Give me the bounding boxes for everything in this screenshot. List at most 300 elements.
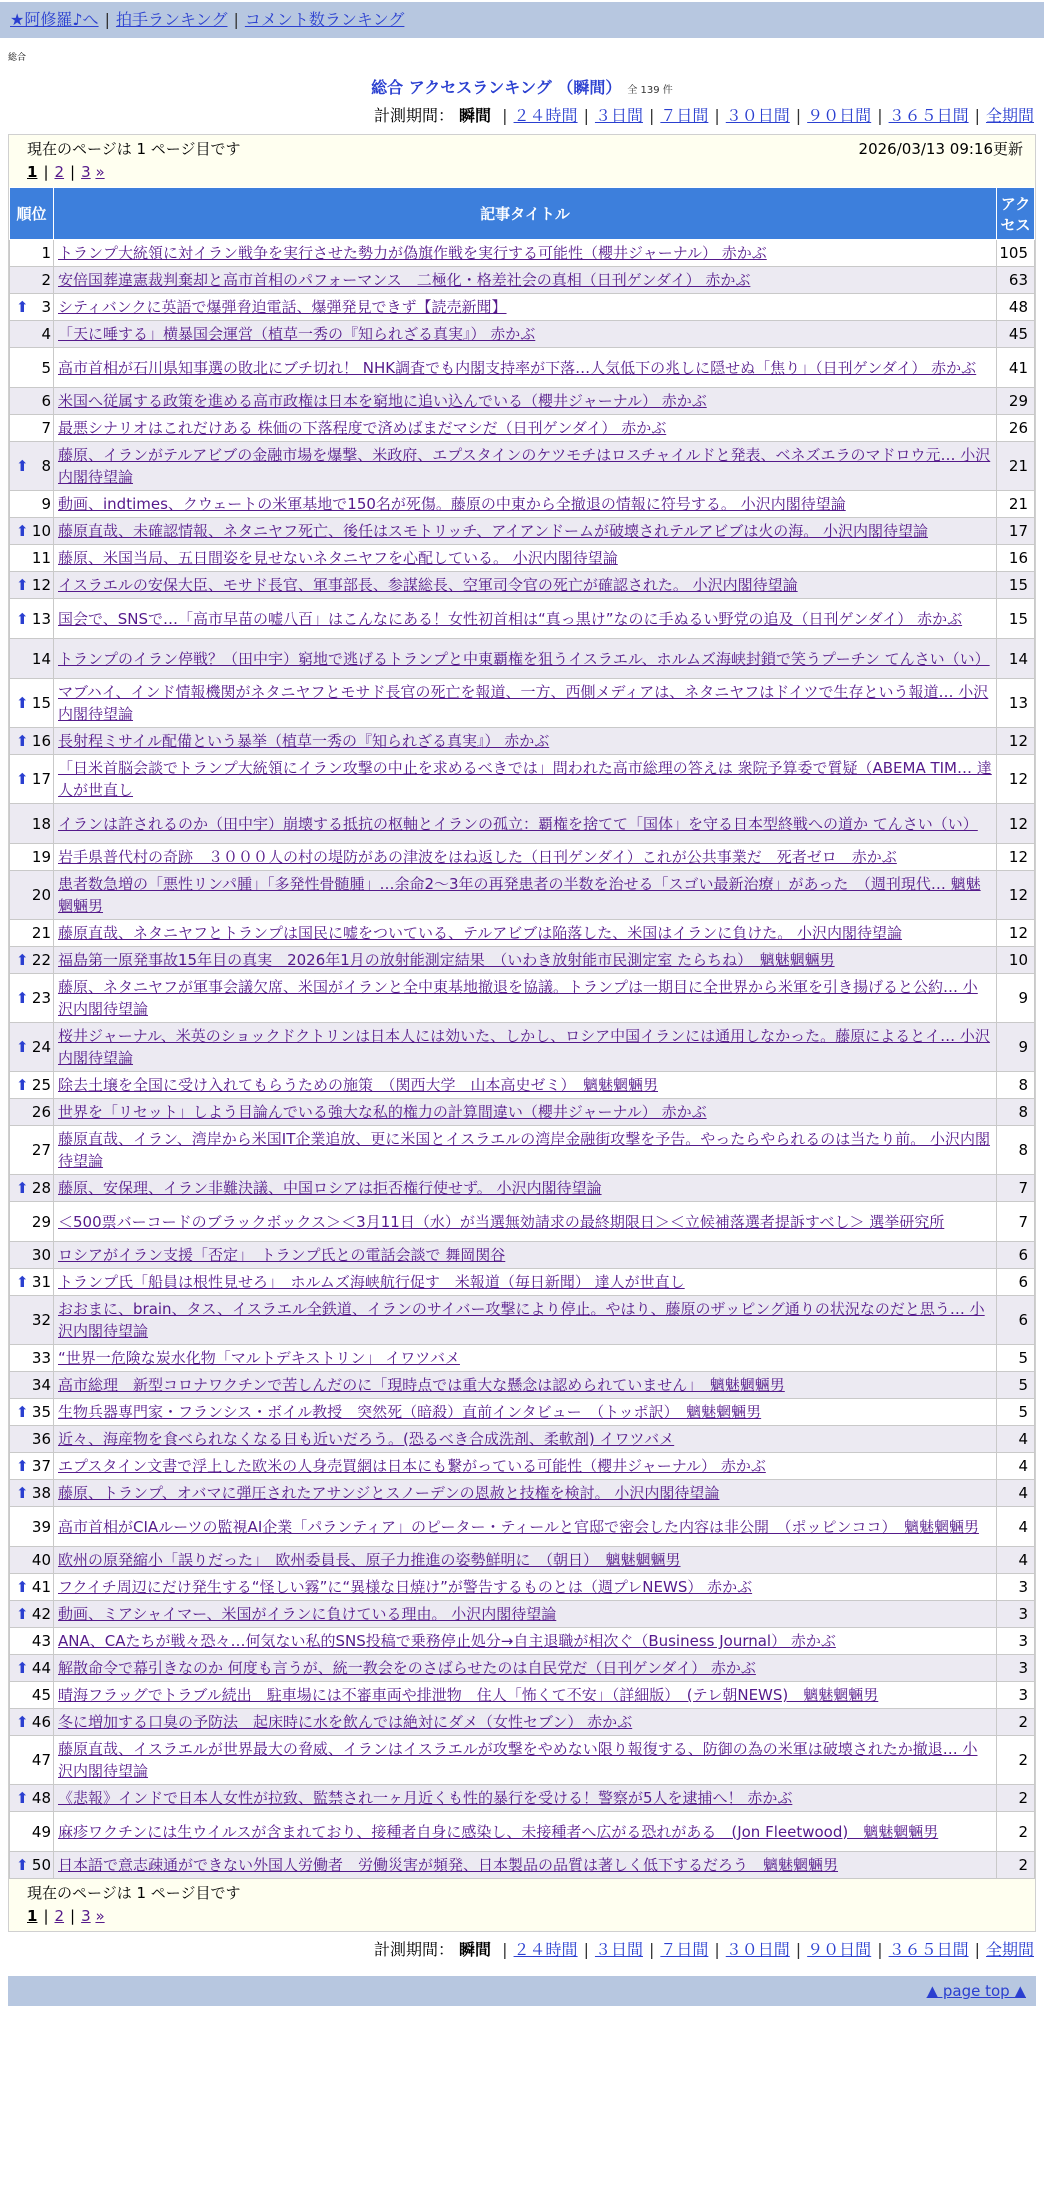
rank-number: 41: [31, 1578, 51, 1596]
article-link[interactable]: 長射程ミサイル配備という暴挙（植草一秀の『知られざる真実』） 赤かぶ: [58, 732, 550, 750]
article-link[interactable]: 生物兵器専門家・フランシス・ボイル教授 突然死（暗殺）直前インタビュー （トッポ訳） 魑魅魍魎男: [58, 1403, 762, 1421]
period-link[interactable]: ３日間: [594, 106, 643, 125]
title-cell: [54, 491, 997, 518]
article-link[interactable]: 世界を「リセット」しよう目論んでいる強大な私的権力の計算間違い（櫻井ジャーナル） 赤かぶ: [58, 1103, 707, 1121]
title-cell: [54, 1099, 997, 1126]
article-link[interactable]: イランは許されるのか（田中宇）崩壊する抵抗の枢軸とイランの孤立：覇権を捨てて「国体」を守る日本型終戦への道か てんさい（い）: [58, 814, 978, 833]
table-row: [10, 844, 1035, 871]
rank-cell: [10, 1547, 54, 1574]
rank-number: 1: [41, 244, 51, 262]
title-header: 記事タイトル: [54, 188, 997, 240]
rank-number: 9: [41, 495, 51, 513]
title-cell: [54, 1785, 997, 1812]
separator: |: [714, 106, 720, 125]
rank-cell: [10, 1480, 54, 1507]
period-link[interactable]: ３日間: [594, 1940, 643, 1959]
title-cell: [54, 639, 997, 679]
title-cell: [54, 1655, 997, 1682]
table-row: [10, 1682, 1035, 1709]
table-row: [10, 1628, 1035, 1655]
title-cell: [54, 1175, 997, 1202]
up-arrow-icon: ⬆: [16, 576, 29, 594]
rank-cell: [10, 974, 54, 1023]
up-arrow-icon: ⬆: [16, 1856, 29, 1874]
table-row: [10, 1126, 1035, 1175]
period-links: [496, 106, 1034, 125]
next-page-link[interactable]: »: [95, 1907, 105, 1925]
title-cell: [54, 804, 997, 844]
table-row: [10, 491, 1035, 518]
rank-cell: [10, 755, 54, 804]
access-cell: 3: [997, 1655, 1035, 1682]
period-link[interactable]: ２４時間: [513, 106, 578, 125]
up-arrow-icon: ⬆: [16, 1713, 29, 1731]
rank-number: 24: [31, 1038, 51, 1056]
up-arrow-icon: ⬆: [16, 1076, 29, 1094]
total-count: 全 139 件: [627, 85, 673, 96]
table-row: [10, 1547, 1035, 1574]
title-cell: [54, 755, 997, 804]
rank-number: 38: [31, 1484, 51, 1502]
access-cell: 3: [997, 1682, 1035, 1709]
rank-cell: [10, 491, 54, 518]
rank-number: 20: [31, 886, 51, 904]
article-link[interactable]: トランプのイラン停戦？（田中宇）窮地で逃げるトランプと中東覇権を狙うイスラエル、ホルムズ海峡封鎖で笑うプーチン てんさい（い）: [58, 649, 990, 668]
table-row: [10, 1072, 1035, 1099]
title-cell: [54, 1709, 997, 1736]
title-cell: [54, 294, 997, 321]
clap-ranking-link[interactable]: 拍手ランキング: [115, 10, 228, 29]
access-cell: 12: [997, 728, 1035, 755]
article-link[interactable]: 高市首相が石川県知事選の敗北にブチ切れ！ NHK調査でも内閣支持率が下落…人気低下の兆しに隠せぬ「焦り」（日刊ゲンダイ） 赤かぶ: [58, 358, 977, 377]
article-link[interactable]: 高市首相がCIAルーツの監視AI企業「パランティア」のピーター・ティールと官邸で密会した内容は非公開 （ポッピンココ） 魑魅魍魎男: [58, 1517, 979, 1536]
table-row: [10, 947, 1035, 974]
article-link[interactable]: ロシアがイラン支援「否定」 トランプ氏との電話会談で 舞岡関谷: [58, 1246, 506, 1264]
access-cell: 14: [997, 639, 1035, 679]
rank-number: 8: [41, 457, 51, 475]
title-cell: [54, 679, 997, 728]
article-link[interactable]: 米国へ従属する政策を進める高市政権は日本を窮地に追い込んでいる（櫻井ジャーナル） 赤かぶ: [58, 392, 707, 410]
rank-number: 21: [31, 924, 51, 942]
period-link[interactable]: ９０日間: [807, 106, 872, 125]
access-cell: 63: [997, 267, 1035, 294]
article-link[interactable]: 藤原、ネタニヤフが軍事会議欠席、米国がイランと全中東基地撤退を協議。トランプは一期目に全世界から米軍を引き揚げると公約… 小沢内閣待望論: [58, 978, 978, 1018]
access-cell: 5: [997, 1372, 1035, 1399]
article-link[interactable]: 冬に増加する口臭の予防法 起床時に水を飲んでは絶対にダメ（女性セブン） 赤かぶ: [58, 1713, 633, 1731]
separator: |: [502, 1940, 508, 1959]
title-cell: [54, 1736, 997, 1785]
access-cell: 8: [997, 1126, 1035, 1175]
table-row: [10, 1345, 1035, 1372]
table-row: [10, 728, 1035, 755]
table-row: [10, 1709, 1035, 1736]
rank-cell: [10, 415, 54, 442]
table-row: [10, 871, 1035, 920]
article-link[interactable]: 「天に唾する」横暴国会運営（植草一秀の『知られざる真実』） 赤かぶ: [58, 325, 536, 343]
rank-cell: [10, 1453, 54, 1480]
article-link[interactable]: 晴海フラッグでトラブル続出 駐車場には不審車両や排泄物 住人「怖くて不安」（詳細版） (テレ朝NEWS) 魑魅魍魎男: [58, 1686, 879, 1704]
access-cell: 12: [997, 871, 1035, 920]
article-link[interactable]: マブハイ、インド情報機関がネタニヤフとモサド長官の死亡を報道、一方、西側メディアは、ネタニヤフはドイツで生存という報道… 小沢内閣待望論: [58, 683, 989, 723]
ranking-box: [8, 134, 1036, 1932]
rank-cell: [10, 1072, 54, 1099]
rank-number: 40: [31, 1551, 51, 1569]
rank-number: 19: [31, 848, 51, 866]
up-arrow-icon: ⬆: [16, 1578, 29, 1596]
separator: |: [104, 10, 110, 29]
article-link[interactable]: 国会で、SNSで…「高市早苗の嘘八百」はこんなにある！女性初首相は“真っ黒け”なのに手ぬるい野党の追及（日刊ゲンダイ） 赤かぶ: [58, 609, 963, 628]
title-cell: [54, 1023, 997, 1072]
page-title: [0, 75, 1044, 98]
up-arrow-icon: ⬆: [16, 732, 29, 750]
title-cell: [54, 415, 997, 442]
page-links: [27, 161, 1023, 183]
period-link[interactable]: ３０日間: [725, 106, 790, 125]
table-row: [10, 755, 1035, 804]
rank-cell: [10, 1574, 54, 1601]
table-row: [10, 920, 1035, 947]
rank-cell: [10, 1126, 54, 1175]
article-link[interactable]: フクイチ周辺にだけ発生する“怪しい霧”に“異様な日焼け”が警告するものとは（週プレNEWS） 赤かぶ: [58, 1578, 753, 1596]
rank-cell: [10, 728, 54, 755]
article-link[interactable]: 欧州の原発縮小「誤りだった」 欧州委員長、原子力推進の姿勢鮮明に （朝日） 魑魅魍魎男: [58, 1551, 681, 1569]
article-link[interactable]: 藤原、米国当局、五日間姿を見せないネタニヤフを心配している。 小沢内閣待望論: [58, 549, 618, 567]
access-cell: 16: [997, 545, 1035, 572]
rank-cell: [10, 1601, 54, 1628]
title-cell: [54, 240, 997, 267]
rank-cell: [10, 545, 54, 572]
table-row: [10, 321, 1035, 348]
table-row: [10, 545, 1035, 572]
article-link[interactable]: 「日米首脳会談でトランプ大統領にイラン攻撃の中止を求めるべきでは」問われた高市総理の答えは 衆院予算委で質疑（ABEMA TIM… 達人が世直し: [58, 759, 992, 799]
access-cell: 105: [997, 240, 1035, 267]
title-cell: [54, 1812, 997, 1852]
rank-number: 39: [31, 1517, 51, 1536]
page-title-text: 総合 アクセスランキング （瞬間）: [371, 78, 622, 97]
article-link[interactable]: 藤原直哉、未確認情報、ネタニヤフ死亡、後任はスモトリッチ、アイアンドームが破壊されテルアビブは火の海。 小沢内閣待望論: [58, 522, 928, 540]
title-cell: [54, 947, 997, 974]
separator: |: [233, 10, 239, 29]
article-link[interactable]: トランプ氏「船員は根性見せろ」 ホルムズ海峡航行促す 米報道（毎日新聞） 達人が世直し: [58, 1273, 685, 1291]
rank-cell: [10, 518, 54, 545]
title-cell: [54, 267, 997, 294]
up-arrow-icon: ⬆: [16, 694, 29, 712]
table-row: [10, 679, 1035, 728]
access-cell: 4: [997, 1507, 1035, 1547]
article-link[interactable]: 藤原、安保理、イラン非難決議、中国ロシアは拒否権行使せず。 小沢内閣待望論: [58, 1179, 602, 1197]
access-cell: 41: [997, 348, 1035, 388]
period-selector-bottom: [0, 1938, 1044, 1962]
access-cell: 12: [997, 844, 1035, 871]
rank-number: 17: [31, 770, 51, 788]
title-cell: [54, 1126, 997, 1175]
access-cell: 4: [997, 1426, 1035, 1453]
article-link[interactable]: ANA、CAたちが戦々恐々…何気ない私的SNS投稿で乗務停止処分→自主退職が相次ぐ（Business Journal） 赤かぶ: [58, 1632, 836, 1650]
rank-number: 14: [31, 649, 51, 668]
title-cell: [54, 572, 997, 599]
up-arrow-icon: ⬆: [16, 1457, 29, 1475]
access-cell: 5: [997, 1399, 1035, 1426]
title-cell: [54, 871, 997, 920]
article-link[interactable]: 岩手県普代村の奇跡 ３０００人の村の堤防があの津波をはね返した（日刊ゲンダイ）これが公共事業だ 死者ゼロ 赤かぶ: [58, 848, 897, 866]
page-link[interactable]: 3: [81, 163, 91, 181]
rank-number: 13: [31, 609, 51, 628]
rank-cell: [10, 1426, 54, 1453]
period-link[interactable]: ９０日間: [807, 1940, 872, 1959]
rank-number: 15: [31, 694, 51, 712]
table-row: [10, 1023, 1035, 1072]
table-row: [10, 267, 1035, 294]
rank-cell: [10, 1812, 54, 1852]
table-row: [10, 240, 1035, 267]
article-link[interactable]: 日本語で意志疎通ができない外国人労働者 労働災害が頻発、日本製品の品質は著しく低下するだろう 魑魅魍魎男: [58, 1856, 839, 1874]
access-cell: 4: [997, 1453, 1035, 1480]
access-cell: 7: [997, 1202, 1035, 1242]
article-link[interactable]: 藤原直哉、ネタニヤフとトランプは国民に嘘をついている、テルアビブは陥落した、米国はイランに負けた。 小沢内閣待望論: [58, 924, 903, 942]
article-link[interactable]: 解散命令で幕引きなのか 何度も言うが、統一教会をのさばらせたのは自民党だ（日刊ゲンダイ） 赤かぶ: [58, 1659, 756, 1677]
table-row: [10, 1655, 1035, 1682]
page-top-link[interactable]: ▲ page top ▲: [926, 1982, 1026, 2000]
up-arrow-icon: ⬆: [16, 1605, 29, 1623]
title-cell: [54, 321, 997, 348]
article-link[interactable]: 桜井ジャーナル、米英のショックドクトリンは日本人には効いた、しかし、ロシア中国イランには通用しなかった。藤原によるとイ… 小沢内閣待望論: [58, 1027, 990, 1067]
article-link[interactable]: おおまに、brain、タス、イスラエル全鉄道、イランのサイバー攻撃により停止。やはり、藤原のザッピング通りの状況なのだと思う… 小沢内閣待望論: [58, 1300, 985, 1340]
separator: |: [877, 106, 883, 125]
article-link[interactable]: 藤原、トランプ、オバマに弾圧されたアサンジとスノーデンの恩赦と技権を検討。 小沢内閣待望論: [58, 1484, 720, 1502]
access-cell: 21: [997, 491, 1035, 518]
article-link[interactable]: 麻疹ワクチンには生ウイルスが含まれており、接種者自身に感染し、未接種者へ広がる恐れがある (Jon Fleetwood) 魑魅魍魎男: [58, 1822, 939, 1841]
article-link[interactable]: 動画、ミアシャイマー、米国がイランに負けている理由。 小沢内閣待望論: [58, 1605, 557, 1623]
rank-number: 44: [31, 1659, 51, 1677]
up-arrow-icon: ⬆: [16, 298, 29, 316]
ranking-table: [9, 187, 1035, 1879]
table-row: [10, 572, 1035, 599]
access-cell: 4: [997, 1547, 1035, 1574]
up-arrow-icon: ⬆: [16, 1403, 29, 1421]
table-row: [10, 599, 1035, 639]
separator: |: [70, 1907, 76, 1925]
table-row: [10, 518, 1035, 545]
article-link[interactable]: 福島第一原発事故15年目の真実 2026年1月の放射能測定結果 （いわき放射能市民測定室 たらちね） 魑魅魍魎男: [58, 951, 835, 969]
access-cell: 4: [997, 1480, 1035, 1507]
rank-number: 4: [41, 325, 51, 343]
title-cell: [54, 1072, 997, 1099]
period-link[interactable]: 全期間: [985, 106, 1034, 125]
separator: |: [974, 1940, 980, 1959]
title-cell: [54, 844, 997, 871]
article-link[interactable]: エプスタイン文書で浮上した欧米の人身売買網は日本にも繋がっている可能性（櫻井ジャーナル） 赤かぶ: [58, 1457, 766, 1475]
article-link[interactable]: “世界一危険な炭水化物「マルトデキストリン」 イワツバメ: [58, 1349, 460, 1367]
separator: |: [583, 106, 589, 125]
article-link[interactable]: シティバンクに英語で爆弾脅迫電話、爆弾発見できず【読売新聞】: [58, 298, 507, 316]
period-label: 計測期間：: [373, 1940, 454, 1959]
article-link[interactable]: 近々、海産物を食べられなくなる日も近いだろう。(恐るべき合成洗剤、柔軟剤) イワツバメ: [58, 1430, 675, 1448]
separator: |: [648, 106, 655, 125]
rank-number: 23: [31, 989, 51, 1007]
table-row: [10, 1175, 1035, 1202]
access-cell: 29: [997, 388, 1035, 415]
table-row: [10, 294, 1035, 321]
table-row: [10, 1601, 1035, 1628]
rank-number: 37: [31, 1457, 51, 1475]
period-link[interactable]: ２４時間: [513, 1940, 578, 1959]
rank-number: 30: [31, 1246, 51, 1264]
rank-cell: [10, 1296, 54, 1345]
rank-number: 28: [31, 1179, 51, 1197]
rank-cell: [10, 639, 54, 679]
separator: |: [502, 106, 508, 125]
separator: |: [43, 163, 49, 181]
table-row: [10, 1372, 1035, 1399]
rank-number: 36: [31, 1430, 51, 1448]
period-link[interactable]: ７日間: [660, 1940, 709, 1959]
title-cell: [54, 1269, 997, 1296]
current-page-text: 現在のページは 1 ページ目です: [27, 140, 241, 158]
period-link[interactable]: ７日間: [660, 106, 709, 125]
up-arrow-icon: ⬆: [16, 951, 29, 969]
rank-number: 10: [31, 522, 51, 540]
rank-cell: [10, 1345, 54, 1372]
rank-number: 12: [31, 576, 51, 594]
rank-cell: [10, 240, 54, 267]
separator: |: [795, 1940, 802, 1959]
table-row: [10, 1399, 1035, 1426]
access-cell: 10: [997, 947, 1035, 974]
page-link[interactable]: 2: [54, 1907, 65, 1925]
article-link[interactable]: 最悪シナリオはこれだけある 株価の下落程度で済めばまだマシだ（日刊ゲンダイ） 赤かぶ: [58, 419, 667, 437]
title-cell: [54, 545, 997, 572]
article-link[interactable]: 動画、indtimes、クウェートの米軍基地で150名が死傷。藤原の中東から全撤退の情報に符号する。 小沢内閣待望論: [58, 495, 846, 513]
rank-cell: [10, 844, 54, 871]
rank-cell: [10, 1709, 54, 1736]
up-arrow-icon: ⬆: [16, 457, 29, 475]
access-cell: 3: [997, 1628, 1035, 1655]
article-link[interactable]: 安倍国葬違憲裁判棄却と高市首相のパフォーマンス 二極化・格差社会の真相（日刊ゲンダイ） 赤かぶ: [58, 271, 751, 289]
pager-top: [9, 135, 1035, 187]
rank-cell: [10, 1507, 54, 1547]
rank-cell: [10, 1682, 54, 1709]
rank-number: 47: [31, 1751, 51, 1769]
article-link[interactable]: 除去土壌を全国に受け入れてもらうための施策 （関西大学 山本高史ゼミ） 魑魅魍魎男: [58, 1076, 659, 1094]
table-row: [10, 1812, 1035, 1852]
up-arrow-icon: ⬆: [16, 770, 29, 788]
comment-ranking-link[interactable]: コメント数ランキング: [244, 10, 405, 29]
rank-number: 46: [31, 1713, 51, 1731]
rank-number: 18: [31, 814, 51, 833]
table-row: [10, 1202, 1035, 1242]
separator: |: [43, 1907, 49, 1925]
title-cell: [54, 1852, 997, 1879]
title-cell: [54, 974, 997, 1023]
period-link[interactable]: ３６５日間: [888, 1940, 969, 1959]
current-page-text: 現在のページは 1 ページ目です: [27, 1884, 241, 1902]
rank-number: 7: [41, 419, 51, 437]
table-row: [10, 1242, 1035, 1269]
ranking-rows: [10, 240, 1035, 1879]
rank-cell: [10, 1269, 54, 1296]
rank-number: 11: [31, 549, 51, 567]
footer-band: [8, 1976, 1036, 2006]
rank-number: 16: [31, 732, 51, 750]
access-cell: 15: [997, 599, 1035, 639]
rank-cell: [10, 1852, 54, 1879]
article-link[interactable]: イスラエルの安保大臣、モサド長官、軍事部長、参謀総長、空軍司令官の死亡が確認された。 小沢内閣待望論: [58, 576, 798, 594]
article-link[interactable]: 藤原直哉、イラン、湾岸から米国IT企業追放、更に米国とイスラエルの湾岸金融街攻撃を予告。やったらやられるのは当たり前。 小沢内閣待望論: [58, 1130, 991, 1170]
period-current: 瞬間: [459, 106, 492, 125]
rank-number: 34: [31, 1376, 51, 1394]
rank-number: 50: [31, 1856, 51, 1874]
article-link[interactable]: ＜500票バーコードのブラックボックス＞＜3月11日（水）が当選無効請求の最終期限日＞＜立候補落選者提訴すべし＞ 選挙研究所: [58, 1212, 945, 1231]
rank-cell: [10, 871, 54, 920]
rank-number: 29: [31, 1212, 51, 1231]
title-cell: [54, 388, 997, 415]
access-cell: 2: [997, 1812, 1035, 1852]
article-link[interactable]: 藤原直哉、イスラエルが世界最大の脅威、イランはイスラエルが攻撃をやめない限り報復する、防御の為の米軍は破壊されたか撤退… 小沢内閣待望論: [58, 1740, 978, 1780]
rank-number: 32: [31, 1311, 51, 1329]
title-cell: [54, 348, 997, 388]
rank-number: 3: [41, 298, 51, 316]
article-link[interactable]: 患者数急増の「悪性リンパ腫」「多発性骨髄腫」…余命2〜3年の再発患者の半数を治せる「スゴい最新治療」があった （週刊現代… 魑魅魍魎男: [58, 875, 981, 915]
rank-cell: [10, 321, 54, 348]
title-cell: [54, 1202, 997, 1242]
period-link[interactable]: 全期間: [985, 1940, 1034, 1959]
updated-timestamp: 2026/03/13 09:16更新: [858, 140, 1023, 158]
access-cell: 9: [997, 974, 1035, 1023]
table-row: [10, 1426, 1035, 1453]
rank-number: 5: [41, 358, 51, 377]
article-link[interactable]: 高市総理 新型コロナワクチンで苦しんだのに「現時点では重大な懸念は認められていません」 魑魅魍魎男: [58, 1376, 785, 1394]
period-selector-top: [0, 104, 1044, 128]
up-arrow-icon: ⬆: [16, 522, 29, 540]
table-row: [10, 639, 1035, 679]
title-cell: [54, 1242, 997, 1269]
up-arrow-icon: ⬆: [16, 1038, 29, 1056]
title-cell: [54, 1547, 997, 1574]
article-link[interactable]: 《悲報》インドで日本人女性が拉致、監禁され一ヶ月近くも性的暴行を受ける！警察が5人を逮捕へ！ 赤かぶ: [58, 1789, 793, 1807]
article-link[interactable]: トランプ大統領に対イラン戦争を実行させた勢力が偽旗作戦を実行する可能性（櫻井ジャーナル） 赤かぶ: [58, 244, 767, 262]
access-cell: 9: [997, 1023, 1035, 1072]
period-link[interactable]: ３０日間: [725, 1940, 790, 1959]
rank-number: 45: [31, 1686, 51, 1704]
table-row: [10, 415, 1035, 442]
separator: |: [877, 1940, 883, 1959]
page-current: 1: [27, 163, 38, 181]
access-cell: 5: [997, 1345, 1035, 1372]
table-row: [10, 1480, 1035, 1507]
page-current: 1: [27, 1907, 38, 1925]
rank-cell: [10, 920, 54, 947]
rank-cell: [10, 1628, 54, 1655]
access-cell: 17: [997, 518, 1035, 545]
rank-cell: [10, 1399, 54, 1426]
table-row: [10, 1574, 1035, 1601]
page-link[interactable]: 2: [54, 163, 65, 181]
next-page-link[interactable]: »: [95, 163, 105, 181]
rank-number: 2: [41, 271, 51, 289]
rank-cell: [10, 572, 54, 599]
article-link[interactable]: 藤原、イランがテルアビブの金融市場を爆撃、米政府、エプスタインのケツモチはロスチャイルドと発表、ベネズエラのマドロウ元… 小沢内閣待望論: [58, 446, 991, 486]
top-navigation: [0, 2, 1044, 38]
rank-number: 25: [31, 1076, 51, 1094]
period-link[interactable]: ３６５日間: [888, 106, 969, 125]
rank-cell: [10, 388, 54, 415]
rank-cell: [10, 1023, 54, 1072]
page-link[interactable]: 3: [81, 1907, 91, 1925]
breadcrumb: 総合: [8, 53, 27, 63]
home-link[interactable]: ★阿修羅♪へ: [10, 10, 99, 29]
rank-header: 順位: [10, 188, 54, 240]
table-row: [10, 1099, 1035, 1126]
